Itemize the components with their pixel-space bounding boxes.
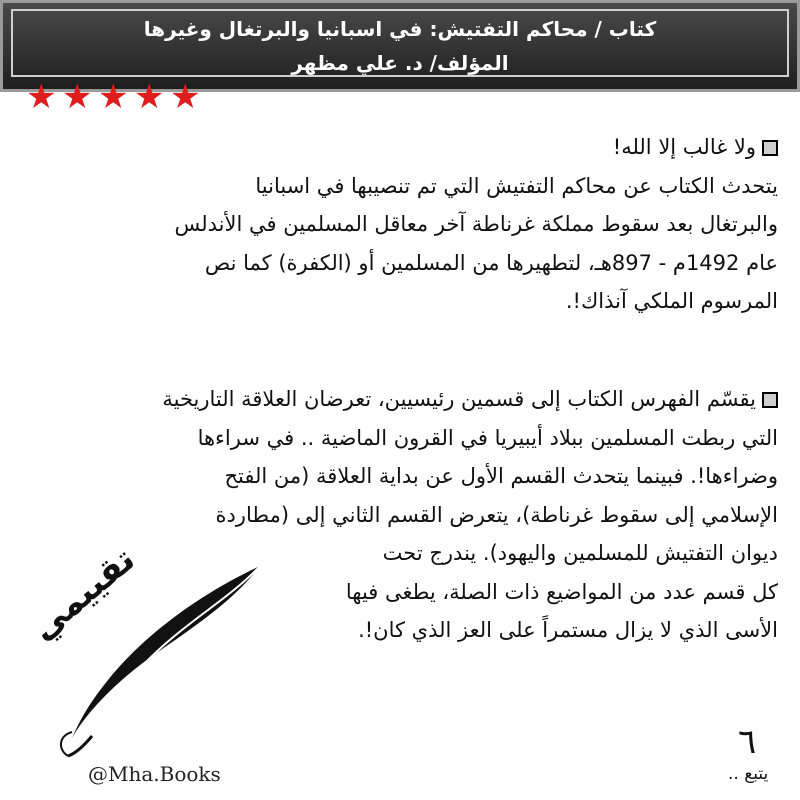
book-author: المؤلف/ د. علي مظهر xyxy=(291,51,509,75)
continued-label: يتبع .. xyxy=(728,764,769,784)
star-rating xyxy=(26,77,204,117)
star-icon: ★ xyxy=(26,77,57,117)
paragraph-line: يتحدث الكتاب عن محاكم التفتيش التي تم تنصيبها في اسبانيا xyxy=(255,173,778,198)
paragraph-line: الأسى الذي لا يزال مستمراً على العز الذي كان!. xyxy=(358,618,778,642)
paragraph-line: التي ربطت المسلمين ببلاد أيبيريا في القرون الماضية .. في سراءها xyxy=(197,425,778,450)
paragraph-line: ديوان التفتيش للمسلمين واليهود). يندرج تحت xyxy=(382,541,778,565)
paragraph-line: وضراءها!. فبينما يتحدث القسم الأول عن بداية العلاقة (من الفتح xyxy=(224,464,778,488)
paragraph-line: يقسّم الفهرس الكتاب إلى قسمين رئيسيين، تعرضان العلاقة التاريخية xyxy=(18,380,778,419)
star-icon: ★ xyxy=(134,77,165,117)
paragraph-line: الإسلامي إلى سقوط غرناطة)، يتعرض القسم الثاني إلى (مطاردة xyxy=(215,502,778,527)
square-bullet-icon xyxy=(762,392,778,408)
square-bullet-icon xyxy=(762,140,778,156)
page-number: ٦ xyxy=(738,722,757,762)
star-icon: ★ xyxy=(62,77,93,117)
book-title: كتاب / محاكم التفتيش: في اسبانيا والبرتغال وغيرها xyxy=(143,17,657,41)
instagram-handle: @Mha.Books xyxy=(88,762,221,786)
star-icon: ★ xyxy=(98,77,129,117)
star-icon: ★ xyxy=(170,77,201,117)
paragraph-line: والبرتغال بعد سقوط مملكة غرناطة آخر معاقل المسلمين في الأندلس xyxy=(174,212,778,236)
paragraph-line: كل قسم عدد من المواضيع ذات الصلة، يطغى فيها xyxy=(345,579,778,604)
paragraph-line: عام 1492م - 897هـ، لتطهيرها من المسلمين أو (الكفرة) كما نص xyxy=(204,250,778,275)
paragraph-line: المرسوم الملكي آنذاك!. xyxy=(565,289,778,313)
paragraph-line: ولا غالب إلا الله! xyxy=(18,128,778,167)
rating-logo-word: تقييمي xyxy=(23,539,143,649)
paragraph-intro xyxy=(18,128,778,321)
